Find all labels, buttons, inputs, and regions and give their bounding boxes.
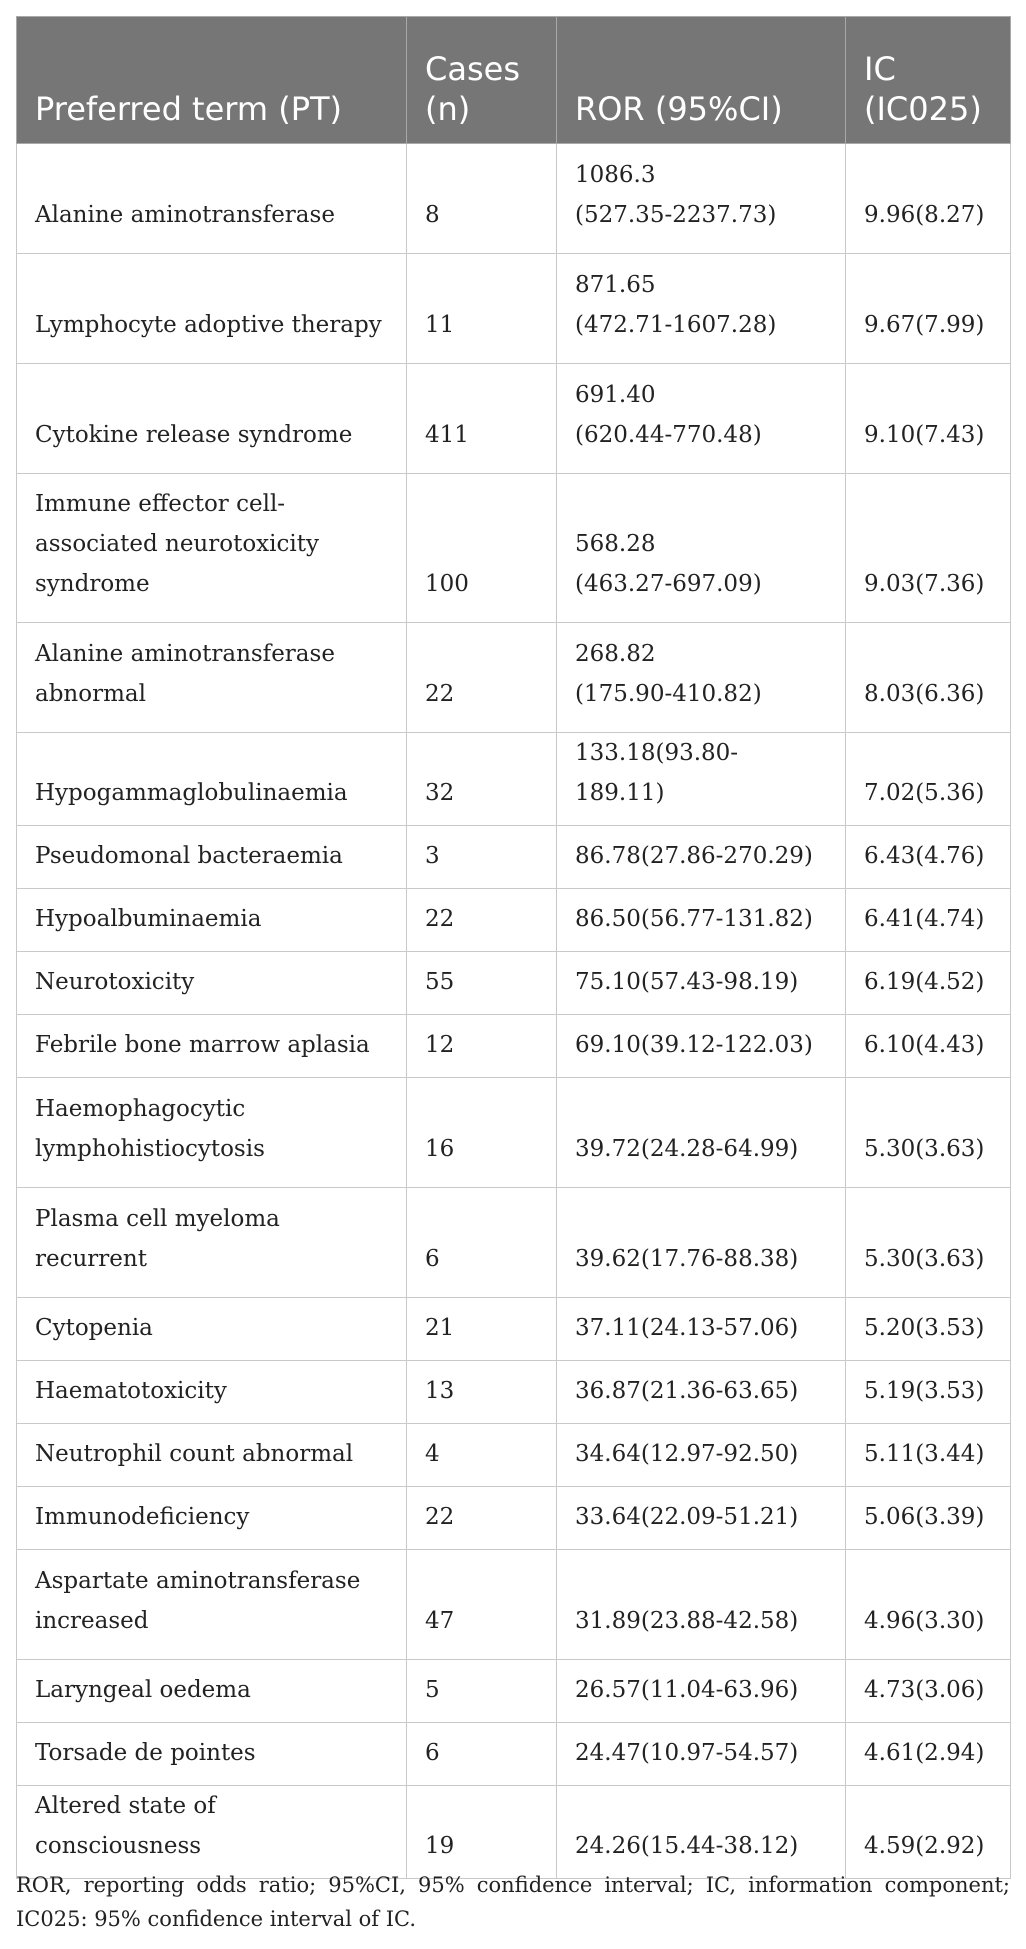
cell-ic: 4.96(3.30)	[846, 1550, 1011, 1660]
table-row	[17, 364, 1011, 474]
table-row	[17, 1660, 1011, 1723]
cell-ic: 6.41(4.74)	[846, 889, 1011, 952]
cell-ic: 5.06(3.39)	[846, 1487, 1011, 1550]
cell-cases: 12	[407, 1015, 557, 1078]
table-row	[17, 1723, 1011, 1786]
cell-cases: 47	[407, 1550, 557, 1660]
table-row	[17, 254, 1011, 364]
cell-preferred-term: Febrile bone marrow aplasia	[17, 1015, 407, 1078]
ror-ci: (463.27-697.09)	[575, 571, 762, 597]
cell-preferred-term: Lymphocyte adoptive therapy	[17, 254, 407, 364]
cell-ror: 133.18(93.80-189.11)	[557, 733, 846, 826]
cell-cases: 13	[407, 1361, 557, 1424]
table-row	[17, 1361, 1011, 1424]
ror-value: 268.82	[575, 641, 656, 667]
cell-cases: 4	[407, 1424, 557, 1487]
cell-ic: 5.11(3.44)	[846, 1424, 1011, 1487]
cell-preferred-term: Alanine aminotransferase abnormal	[17, 623, 407, 733]
cell-preferred-term: Alanine aminotransferase	[17, 144, 407, 254]
cell-ror	[557, 144, 846, 254]
cell-ic: 4.73(3.06)	[846, 1660, 1011, 1723]
header-cases: Cases (n)	[407, 17, 557, 144]
cell-cases: 5	[407, 1660, 557, 1723]
header-row	[17, 17, 1011, 144]
cell-cases: 6	[407, 1188, 557, 1298]
cell-ror: 37.11(24.13-57.06)	[557, 1298, 846, 1361]
cell-ic: 9.03(7.36)	[846, 474, 1011, 623]
ror-value: 1086.3	[575, 162, 656, 188]
header-ror: ROR (95%CI)	[557, 17, 846, 144]
cell-preferred-term: Torsade de pointes	[17, 1723, 407, 1786]
cell-ic: 6.10(4.43)	[846, 1015, 1011, 1078]
table-container	[16, 16, 1010, 1879]
table-row	[17, 1424, 1011, 1487]
cell-cases: 16	[407, 1078, 557, 1188]
cell-ror: 86.50(56.77-131.82)	[557, 889, 846, 952]
table-row	[17, 1786, 1011, 1879]
cell-ror: 69.10(39.12-122.03)	[557, 1015, 846, 1078]
ror-value: 568.28	[575, 531, 656, 557]
table-row	[17, 1078, 1011, 1188]
cell-cases: 55	[407, 952, 557, 1015]
table-row	[17, 1550, 1011, 1660]
cell-ror: 24.47(10.97-54.57)	[557, 1723, 846, 1786]
ror-ci: (472.71-1607.28)	[575, 312, 777, 338]
table-row	[17, 1298, 1011, 1361]
cell-ic: 9.10(7.43)	[846, 364, 1011, 474]
cell-ror: 36.87(21.36-63.65)	[557, 1361, 846, 1424]
cell-cases: 22	[407, 1487, 557, 1550]
ror-ci: (175.90-410.82)	[575, 681, 762, 707]
cell-preferred-term: Immunodeficiency	[17, 1487, 407, 1550]
cell-preferred-term: Cytopenia	[17, 1298, 407, 1361]
cell-cases: 6	[407, 1723, 557, 1786]
cell-ror: 33.64(22.09-51.21)	[557, 1487, 846, 1550]
cell-ic: 9.96(8.27)	[846, 144, 1011, 254]
cell-cases: 3	[407, 826, 557, 889]
ror-ci: (620.44-770.48)	[575, 422, 762, 448]
cell-ic: 6.19(4.52)	[846, 952, 1011, 1015]
ror-value: 691.40	[575, 382, 656, 408]
table-row	[17, 1188, 1011, 1298]
cell-preferred-term: Hypogammaglobulinaemia	[17, 733, 407, 826]
cell-cases: 21	[407, 1298, 557, 1361]
cell-preferred-term: Plasma cell myeloma recurrent	[17, 1188, 407, 1298]
cell-ror: 39.62(17.76-88.38)	[557, 1188, 846, 1298]
cell-ror	[557, 364, 846, 474]
cell-ic: 5.19(3.53)	[846, 1361, 1011, 1424]
table-row	[17, 623, 1011, 733]
table-row	[17, 733, 1011, 826]
cell-ic: 6.43(4.76)	[846, 826, 1011, 889]
cell-cases: 19	[407, 1786, 557, 1879]
cell-ic: 5.30(3.63)	[846, 1188, 1011, 1298]
cell-preferred-term: Altered state of consciousness	[17, 1786, 407, 1879]
cell-ror: 26.57(11.04-63.96)	[557, 1660, 846, 1723]
cell-cases: 22	[407, 889, 557, 952]
cell-ic: 8.03(6.36)	[846, 623, 1011, 733]
cell-preferred-term: Haematotoxicity	[17, 1361, 407, 1424]
cell-preferred-term: Cytokine release syndrome	[17, 364, 407, 474]
cell-preferred-term: Hypoalbuminaemia	[17, 889, 407, 952]
cell-preferred-term: Immune effector cell-associated neurotoxicity syndrome	[17, 474, 407, 623]
table-row	[17, 1487, 1011, 1550]
cell-preferred-term: Aspartate aminotransferase increased	[17, 1550, 407, 1660]
cell-ror: 31.89(23.88-42.58)	[557, 1550, 846, 1660]
header-preferred-term: Preferred term (PT)	[17, 17, 407, 144]
cell-cases: 22	[407, 623, 557, 733]
table-row	[17, 889, 1011, 952]
cell-cases: 100	[407, 474, 557, 623]
table-body	[17, 144, 1011, 1879]
cell-cases: 411	[407, 364, 557, 474]
table-row	[17, 952, 1011, 1015]
cell-cases: 32	[407, 733, 557, 826]
cell-preferred-term: Pseudomonal bacteraemia	[17, 826, 407, 889]
cell-ror: 34.64(12.97-92.50)	[557, 1424, 846, 1487]
cell-preferred-term: Neurotoxicity	[17, 952, 407, 1015]
table-row	[17, 144, 1011, 254]
cell-cases: 11	[407, 254, 557, 364]
cell-ror: 75.10(57.43-98.19)	[557, 952, 846, 1015]
cell-ic: 5.20(3.53)	[846, 1298, 1011, 1361]
cell-preferred-term: Haemophagocytic lymphohistiocytosis	[17, 1078, 407, 1188]
table-row	[17, 1015, 1011, 1078]
cell-ic: 7.02(5.36)	[846, 733, 1011, 826]
cell-ror: 24.26(15.44-38.12)	[557, 1786, 846, 1879]
header-ic: IC (IC025)	[846, 17, 1011, 144]
ror-ci: (527.35-2237.73)	[575, 202, 777, 228]
table-footnote: ROR, reporting odds ratio; 95%CI, 95% confidence interval; IC, information component; IC025: 95% confidence interval of IC.	[16, 1873, 1010, 1931]
cell-ror: 86.78(27.86-270.29)	[557, 826, 846, 889]
cell-ror: 39.72(24.28-64.99)	[557, 1078, 846, 1188]
cell-ror	[557, 474, 846, 623]
cell-cases: 8	[407, 144, 557, 254]
cell-ror	[557, 254, 846, 364]
table-row	[17, 474, 1011, 623]
cell-preferred-term: Neutrophil count abnormal	[17, 1424, 407, 1487]
cell-ic: 5.30(3.63)	[846, 1078, 1011, 1188]
cell-ror	[557, 623, 846, 733]
ror-value: 871.65	[575, 272, 656, 298]
cell-ic: 4.61(2.94)	[846, 1723, 1011, 1786]
table-row	[17, 826, 1011, 889]
cell-ic: 9.67(7.99)	[846, 254, 1011, 364]
cell-preferred-term: Laryngeal oedema	[17, 1660, 407, 1723]
adverse-event-signal-table	[16, 16, 1011, 1879]
cell-ic: 4.59(2.92)	[846, 1786, 1011, 1879]
